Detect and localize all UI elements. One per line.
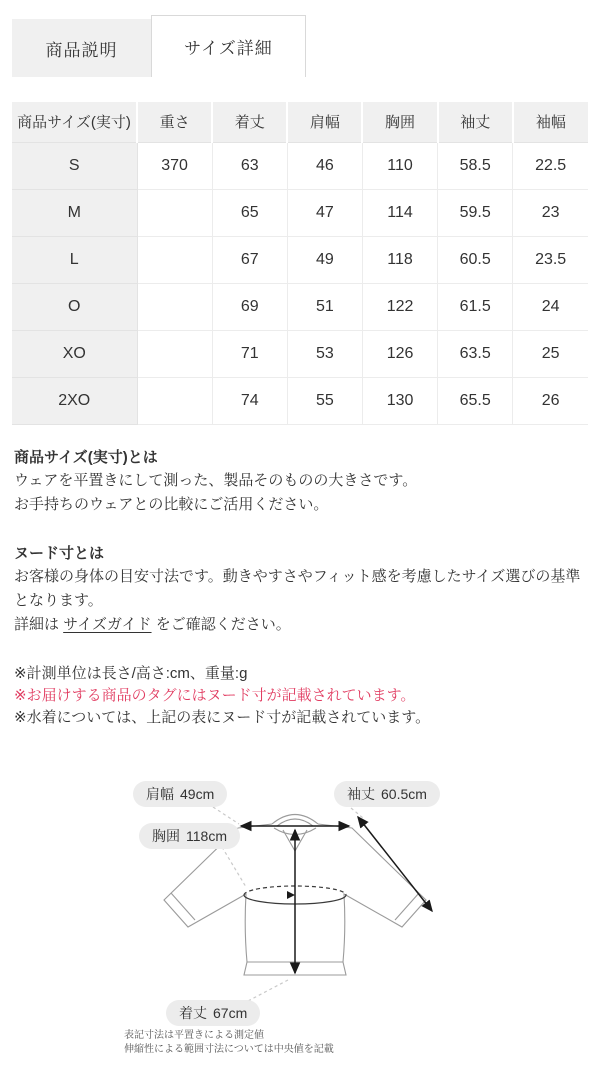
size-table-row-S [12,142,588,189]
notes-block [14,663,586,729]
size-name-cell: M [12,189,137,236]
size-value-cell: 63 [212,142,287,189]
size-table-col-0: 商品サイズ(実寸) [12,102,137,142]
size-table-row-2XO [12,377,588,424]
size-value-cell: 26 [513,377,588,424]
note-tag-nude-size: ※お届けする商品のタグにはヌード寸が記載されています。 [14,686,416,704]
size-value-cell: 25 [513,330,588,377]
size-value-cell: 110 [362,142,437,189]
size-value-cell: 71 [212,330,287,377]
tab-product-description[interactable]: 商品説明 [12,19,151,77]
size-value-cell: 370 [137,142,212,189]
size-table-row-L [12,236,588,283]
size-guide-suffix: をご確認ください。 [151,615,291,633]
size-value-cell: 47 [287,189,362,236]
measurement-diagram [0,767,600,1072]
chest-girth-pill [139,823,240,849]
tab-bar [0,0,600,77]
footnote-flat-measure: 表記寸法は平置きによる測定値 [124,1029,264,1041]
size-value-cell: 51 [287,283,362,330]
size-table-col-1: 重さ [137,102,212,142]
size-table-header [12,102,588,142]
size-value-cell: 67 [212,236,287,283]
size-table-col-4: 胸囲 [362,102,437,142]
shoulder-width-pill [133,781,227,807]
sleeve-arrow [358,817,432,911]
size-value-cell: 65 [212,189,287,236]
size-table-col-6: 袖幅 [513,102,588,142]
shoulder-width-name: 肩幅 [146,785,174,802]
size-value-cell: 126 [362,330,437,377]
size-value-cell: 114 [362,189,437,236]
size-value-cell: 46 [287,142,362,189]
size-value-cell: 122 [362,283,437,330]
size-value-cell: 49 [287,236,362,283]
size-value-cell [137,236,212,283]
size-value-cell: 24 [513,283,588,330]
product-size-line-2: お手持ちのウェアとの比較にご活用ください。 [14,495,329,513]
section-heading-nude-size: ヌード寸とは [14,544,105,562]
body-length-name: 着丈 [179,1004,207,1021]
size-value-cell: 22.5 [513,142,588,189]
chest-girth-name: 胸囲 [152,827,180,844]
size-value-cell: 59.5 [438,189,513,236]
size-table-col-2: 着丈 [212,102,287,142]
size-table-row-M [12,189,588,236]
size-value-cell [137,283,212,330]
measure-arrows [241,817,432,973]
size-guide-line [14,613,586,637]
size-value-cell [137,377,212,424]
size-value-cell [137,189,212,236]
size-table-col-3: 肩幅 [287,102,362,142]
size-name-cell: XO [12,330,137,377]
diagram-footnotes [124,1029,334,1057]
size-table-row-XO [12,330,588,377]
size-value-cell: 63.5 [438,330,513,377]
size-value-cell: 55 [287,377,362,424]
size-value-cell: 23.5 [513,236,588,283]
footnote-median-value: 伸縮性による範囲寸法については中央値を記載 [124,1043,334,1055]
size-guide-prefix: 詳細は [14,615,64,633]
size-name-cell: L [12,236,137,283]
size-value-cell: 58.5 [438,142,513,189]
sleeve-length-name: 袖丈 [347,785,375,802]
size-value-cell: 23 [513,189,588,236]
sleeve-length-value: 60.5cm [381,785,427,802]
body-length-pill [166,1000,260,1026]
product-size-line-1: ウェアを平置きにして測った、製品そのものの大きさです。 [14,471,418,489]
size-value-cell [137,330,212,377]
sleeve-length-pill [334,781,440,807]
garment-sketch [0,767,600,1072]
size-table [12,102,588,425]
nude-size-body: お客様の身体の目安寸法です。動きやすさやフィット感を考慮したサイズ選びの基準となります。 [14,567,581,609]
section-heading-product-size: 商品サイズ(実寸)とは [14,448,158,466]
size-info-content [0,447,600,729]
note-units: ※計測単位は長さ/高さ:cm、重量:g [14,664,248,682]
size-value-cell: 69 [212,283,287,330]
size-value-cell: 74 [212,377,287,424]
shoulder-width-value: 49cm [180,785,215,802]
size-table-col-5: 袖丈 [438,102,513,142]
body-length-value: 67cm [213,1004,248,1021]
tab-size-details[interactable]: サイズ詳細 [151,15,306,77]
size-table-row-O [12,283,588,330]
size-value-cell: 130 [362,377,437,424]
chest-girth-value: 118cm [186,827,227,844]
size-name-cell: O [12,283,137,330]
size-value-cell: 65.5 [438,377,513,424]
size-value-cell: 61.5 [438,283,513,330]
size-table-body [12,142,588,424]
size-name-cell: 2XO [12,377,137,424]
size-name-cell: S [12,142,137,189]
size-value-cell: 60.5 [438,236,513,283]
size-value-cell: 118 [362,236,437,283]
size-guide-link[interactable]: サイズガイド [63,615,152,633]
note-swimwear: ※水着については、上記の表にヌード寸が記載されています。 [14,708,431,726]
size-value-cell: 53 [287,330,362,377]
